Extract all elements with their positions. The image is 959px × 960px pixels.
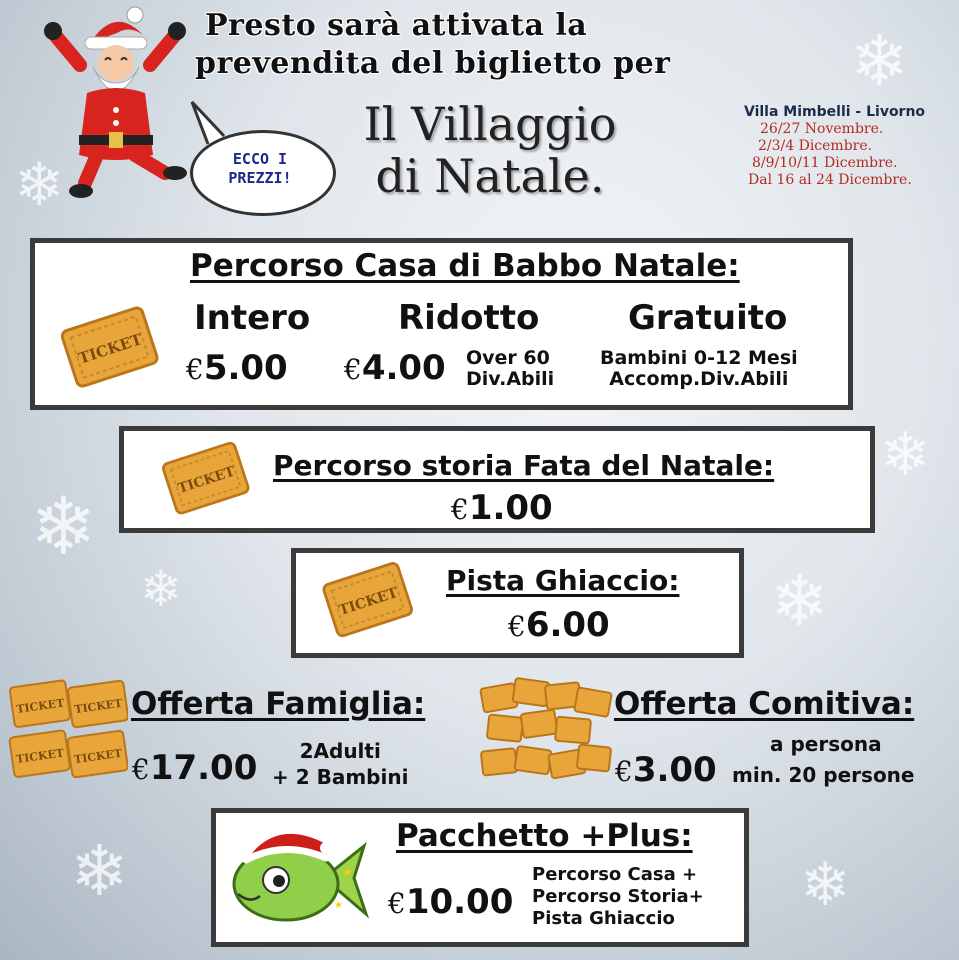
currency-symbol: € (451, 493, 469, 526)
ticket-icon (60, 300, 160, 395)
date-item: 2/3/4 Dicembre. (758, 138, 873, 154)
ticket-label: TICKET (337, 584, 400, 619)
famiglia-price-value: 17.00 (149, 748, 258, 788)
gratuito-notes (600, 348, 798, 390)
svg-text:★: ★ (334, 900, 343, 911)
famiglia-note2: + 2 Bambini (272, 765, 409, 789)
intero-price (186, 348, 288, 388)
christmas-fish-icon (226, 818, 376, 936)
plus-title: Pacchetto +Plus: (396, 818, 693, 854)
pista-price (508, 605, 610, 645)
famiglia-note1: 2Adulti (299, 739, 381, 763)
bubble-line2: PREZZI! (228, 169, 292, 187)
ticket-label: TICKET (176, 463, 237, 497)
village-line2: di Natale. (375, 149, 605, 203)
snowflake-icon: ❄ (880, 420, 931, 490)
header-line2: prevendita del biglietto per (195, 46, 671, 81)
comitiva-price (615, 750, 717, 790)
fata-price-value: 1.00 (468, 488, 553, 528)
snowflake-icon: ❄ (140, 560, 182, 618)
ridotto-label: Ridotto (398, 298, 540, 338)
ticket-stack-icon (8, 676, 128, 784)
plus-price (388, 882, 513, 922)
currency-symbol: € (186, 353, 204, 386)
gratuito-label: Gratuito (628, 298, 788, 338)
ticket-label: TICKET (73, 696, 124, 717)
famiglia-notes (272, 738, 408, 790)
famiglia-title: Offerta Famiglia: (131, 686, 426, 722)
santa-claus-icon (35, 5, 195, 205)
snowflake-icon: ❄ (770, 560, 829, 642)
ticket-icon (158, 436, 254, 521)
ticket-label: TICKET (15, 746, 65, 767)
ticket-label: TICKET (15, 696, 66, 716)
comitiva-note2: min. 20 persone (732, 763, 915, 787)
ridotto-notes (466, 348, 554, 390)
famiglia-price (132, 748, 257, 788)
intero-label: Intero (194, 298, 311, 338)
ridotto-price (344, 348, 446, 388)
comitiva-note1: a persona (770, 732, 882, 756)
ticket-icon (320, 556, 416, 644)
fata-title: Percorso storia Fata del Natale: (273, 449, 775, 482)
speech-bubble-tail-icon (190, 100, 230, 145)
date-item: 26/27 Novembre. (760, 121, 884, 137)
ridotto-note1: Over 60 (466, 347, 550, 369)
fata-price (451, 488, 553, 528)
ticket-pile-icon (478, 676, 613, 788)
snowflake-icon: ❄ (14, 150, 65, 220)
currency-symbol: € (508, 610, 526, 643)
village-title (345, 98, 635, 202)
ticket-label: TICKET (73, 746, 123, 767)
date-item: Dal 16 al 24 Dicembre. (748, 172, 912, 188)
bubble-line1: ECCO I (232, 150, 288, 168)
plus-notes (532, 864, 704, 930)
pista-price-value: 6.00 (525, 605, 610, 645)
currency-symbol: € (132, 753, 150, 786)
bubble-text (195, 150, 325, 188)
plus-note3: Pista Ghiaccio (532, 908, 675, 929)
pista-title: Pista Ghiaccio: (446, 564, 680, 597)
gratuito-note2: Accomp.Div.Abili (609, 368, 789, 390)
village-line1: Il Villaggio (363, 97, 617, 151)
snowflake-icon: ❄ (70, 830, 129, 912)
comitiva-title: Offerta Comitiva: (614, 686, 915, 722)
plus-note2: Percorso Storia+ (532, 886, 704, 907)
header-line1: Presto sarà attivata la (205, 8, 588, 43)
ticket-label: TICKET (76, 330, 145, 368)
intero-price-value: 5.00 (203, 348, 288, 388)
plus-price-value: 10.00 (405, 882, 514, 922)
snowflake-icon: ❄ (30, 480, 98, 573)
event-location: Villa Mimbelli - Livorno (744, 104, 926, 120)
svg-text:★: ★ (342, 865, 353, 879)
snowflake-icon: ❄ (800, 850, 851, 920)
event-dates (744, 104, 925, 189)
ridotto-price-value: 4.00 (361, 348, 446, 388)
currency-symbol: € (388, 887, 406, 920)
plus-note1: Percorso Casa + (532, 864, 698, 885)
comitiva-price-value: 3.00 (632, 750, 717, 790)
currency-symbol: € (344, 353, 362, 386)
date-item: 8/9/10/11 Dicembre. (752, 155, 898, 171)
snowflake-icon: ❄ (850, 20, 909, 102)
casa-title: Percorso Casa di Babbo Natale: (190, 248, 740, 284)
gratuito-note1: Bambini 0-12 Mesi (600, 347, 798, 369)
currency-symbol: € (615, 755, 633, 788)
ridotto-note2: Div.Abili (466, 368, 555, 390)
